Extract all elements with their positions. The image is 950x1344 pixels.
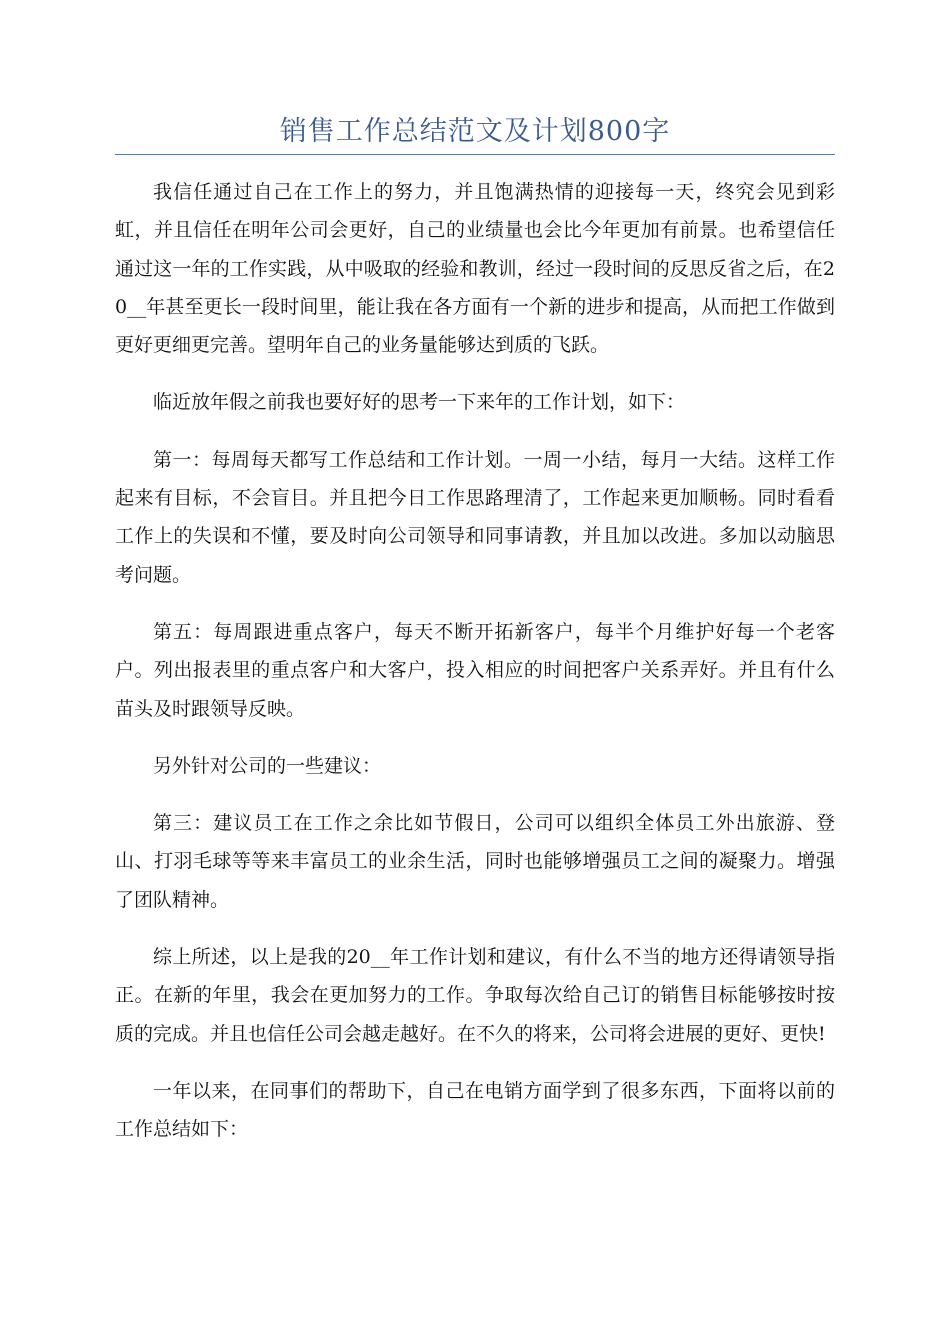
- paragraph: 第三：建议员工在工作之余比如节假日，公司可以组织全体员工外出旅游、登山、打羽毛球等等来丰富员工的业余生活，同时也能够增强员工之间的凝聚力。增强了团队精神。: [115, 812, 835, 911]
- paragraph: 临近放年假之前我也要好好的思考一下来年的工作计划，如下：: [153, 391, 686, 414]
- title-underline-divider: [115, 154, 835, 155]
- paragraph: 我信任通过自己在工作上的努力，并且饱满热情的迎接每一天，终究会见到彩虹，并且信任在明年公司会更好，自己的业绩量也会比今年更加有前景。也希望信任通过这一年的工作实践，从中吸取的经验和教训，经过一段时间的反思反省之后，在20__年甚至更长一段时间里，能让我在各方面有一个新的进步和提高，从而把工作做到更好更细更完善。望明年自己的业务量能够达到质的飞跃。: [115, 181, 835, 357]
- paragraph: 一年以来，在同事们的帮助下，自己在电销方面学到了很多东西，下面将以前的工作总结如下：: [115, 1079, 835, 1141]
- paragraph: 第五：每周跟进重点客户，每天不断开拓新客户，每半个月维护好每一个老客户。列出报表里的重点客户和大客户，投入相应的时间把客户关系弄好。并且有什么苗头及时跟领导反映。: [115, 620, 835, 720]
- paragraph: 第一：每周每天都写工作总结和工作计划。一周一小结，每月一大结。这样工作起来有目标，不会盲目。并且把今日工作思路理清了，工作起来更加顺畅。同时看看工作上的失误和不懂，要及时向公司领导和同事请教，并且加以改进。多加以动脑思考问题。: [115, 448, 835, 586]
- document-body: [115, 173, 835, 1168]
- document-title: 销售工作总结范文及计划800字: [279, 116, 671, 147]
- paragraph: 综上所述，以上是我的20__年工作计划和建议，有什么不当的地方还得请领导指正。在新的年里，我会在更加努力的工作。争取每次给自己订的销售目标能够按时按质的完成。并且也信任公司会越走越好。在不久的将来，公司将会进展的更好、更快!: [115, 946, 835, 1045]
- paragraph: 另外针对公司的一些建议：: [153, 754, 382, 777]
